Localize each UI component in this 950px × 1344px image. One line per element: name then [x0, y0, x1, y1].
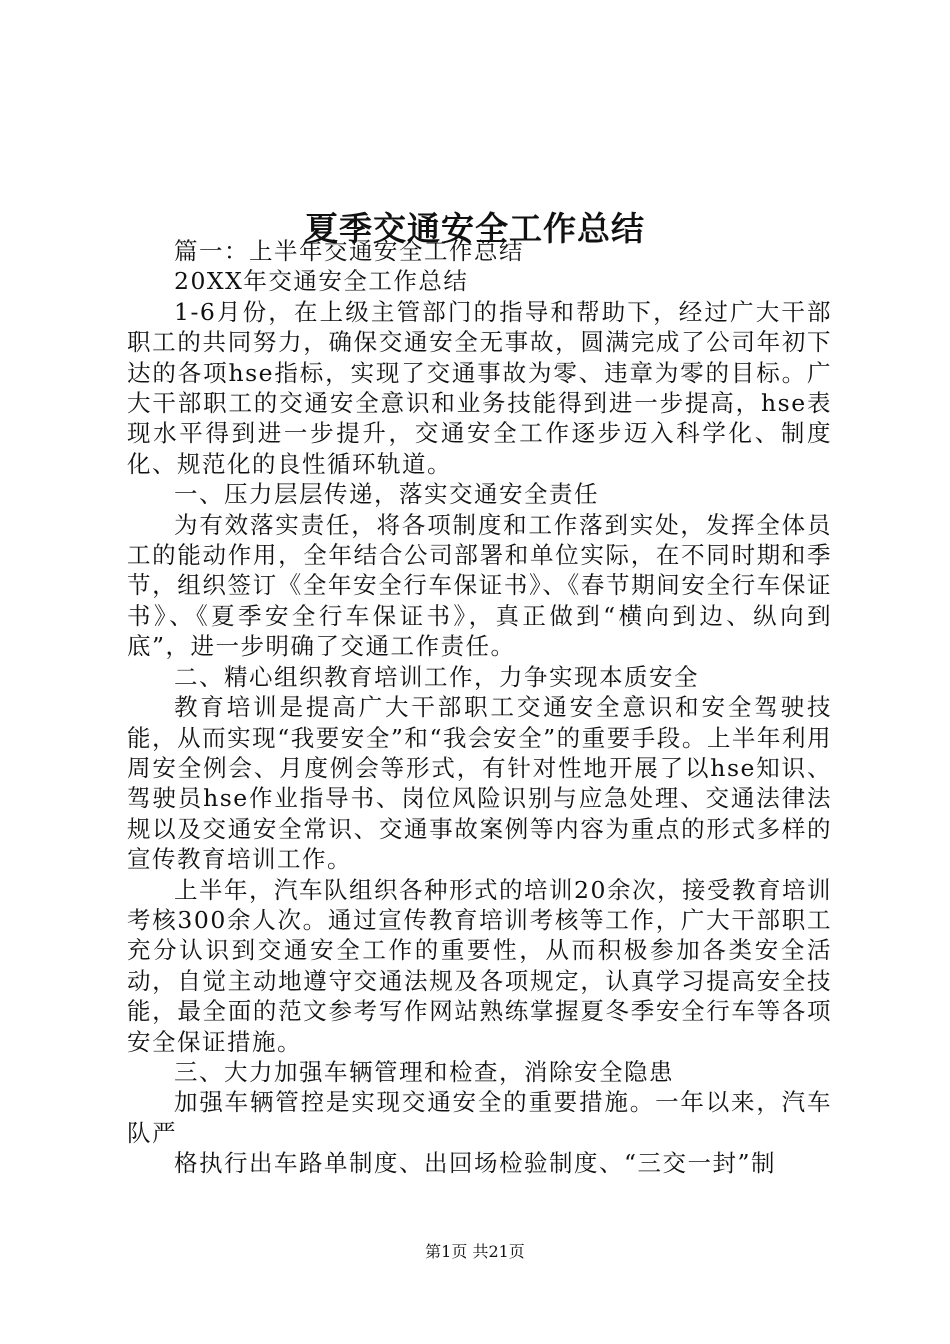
section-2-paragraph-2: 上半年，汽车队组织各种形式的培训20余次，接受教育培训考核300余人次。通过宣传教育培训考核等工作，广大干部职工充分认识到交通安全工作的重要性，从而积极参加各类安全活动，自觉主动地遵守交通法规及各项规定，认真学习提高安全技能，最全面的范文参考写作网站熟练掌握夏冬季安全行车等各项安全保证措施。: [127, 875, 832, 1056]
page-number-footer: 第1页 共21页: [425, 1242, 525, 1261]
report-subtitle: 20XX年交通安全工作总结: [174, 267, 469, 296]
section-2-paragraph-1: 教育培训是提高广大干部职工交通安全意识和安全驾驶技能，从而实现“我要安全”和“我会安全”的重要手段。上半年利用周安全例会、月度例会等形式，有针对性地开展了以hse知识、驾驶员hse作业指导书、岗位风险识别与应急处理、交通法律法规以及交通安全常识、交通事故案例等内容为重点的形式多样的宣传教育培训工作。: [127, 693, 832, 874]
section-3-paragraph-2: 格执行出车路单制度、出回场检验制度、“三交一封”制: [174, 1149, 777, 1178]
document-body: [127, 236, 832, 1179]
document-title: 夏季交通安全工作总结: [305, 209, 645, 249]
section-heading-2: 二、精心组织教育培训工作，力争实现本质安全: [174, 662, 699, 691]
section-3-paragraph-1: 加强车辆管控是实现交通安全的重要措施。一年以来，汽车队严: [127, 1088, 832, 1147]
section-heading-1: 一、压力层层传递，落实交通安全责任: [174, 480, 599, 509]
section-1-paragraph: 为有效落实责任，将各项制度和工作落到实处，发挥全体员工的能动作用，全年结合公司部署和单位实际，在不同时期和季节，组织签订《全年安全行车保证书》、《春节期间安全行车保证书》、《夏季安全行车保证书》，真正做到“横向到边、纵向到底”，进一步明确了交通工作责任。: [127, 510, 832, 661]
intro-paragraph: 1-6月份，在上级主管部门的指导和帮助下，经过广大干部职工的共同努力，确保交通安全无事故，圆满完成了公司年初下达的各项hse指标，实现了交通事故为零、违章为零的目标。广大干部职工的交通安全意识和业务技能得到进一步提高，hse表现水平得到进一步提升，交通安全工作逐步迈入科学化、制度化、规范化的良性循环轨道。: [127, 297, 832, 478]
section-heading-3: 三、大力加强车辆管理和检查，消除安全隐患: [174, 1057, 674, 1086]
section-heading-part-one: 篇一：上半年交通安全工作总结: [174, 237, 524, 265]
